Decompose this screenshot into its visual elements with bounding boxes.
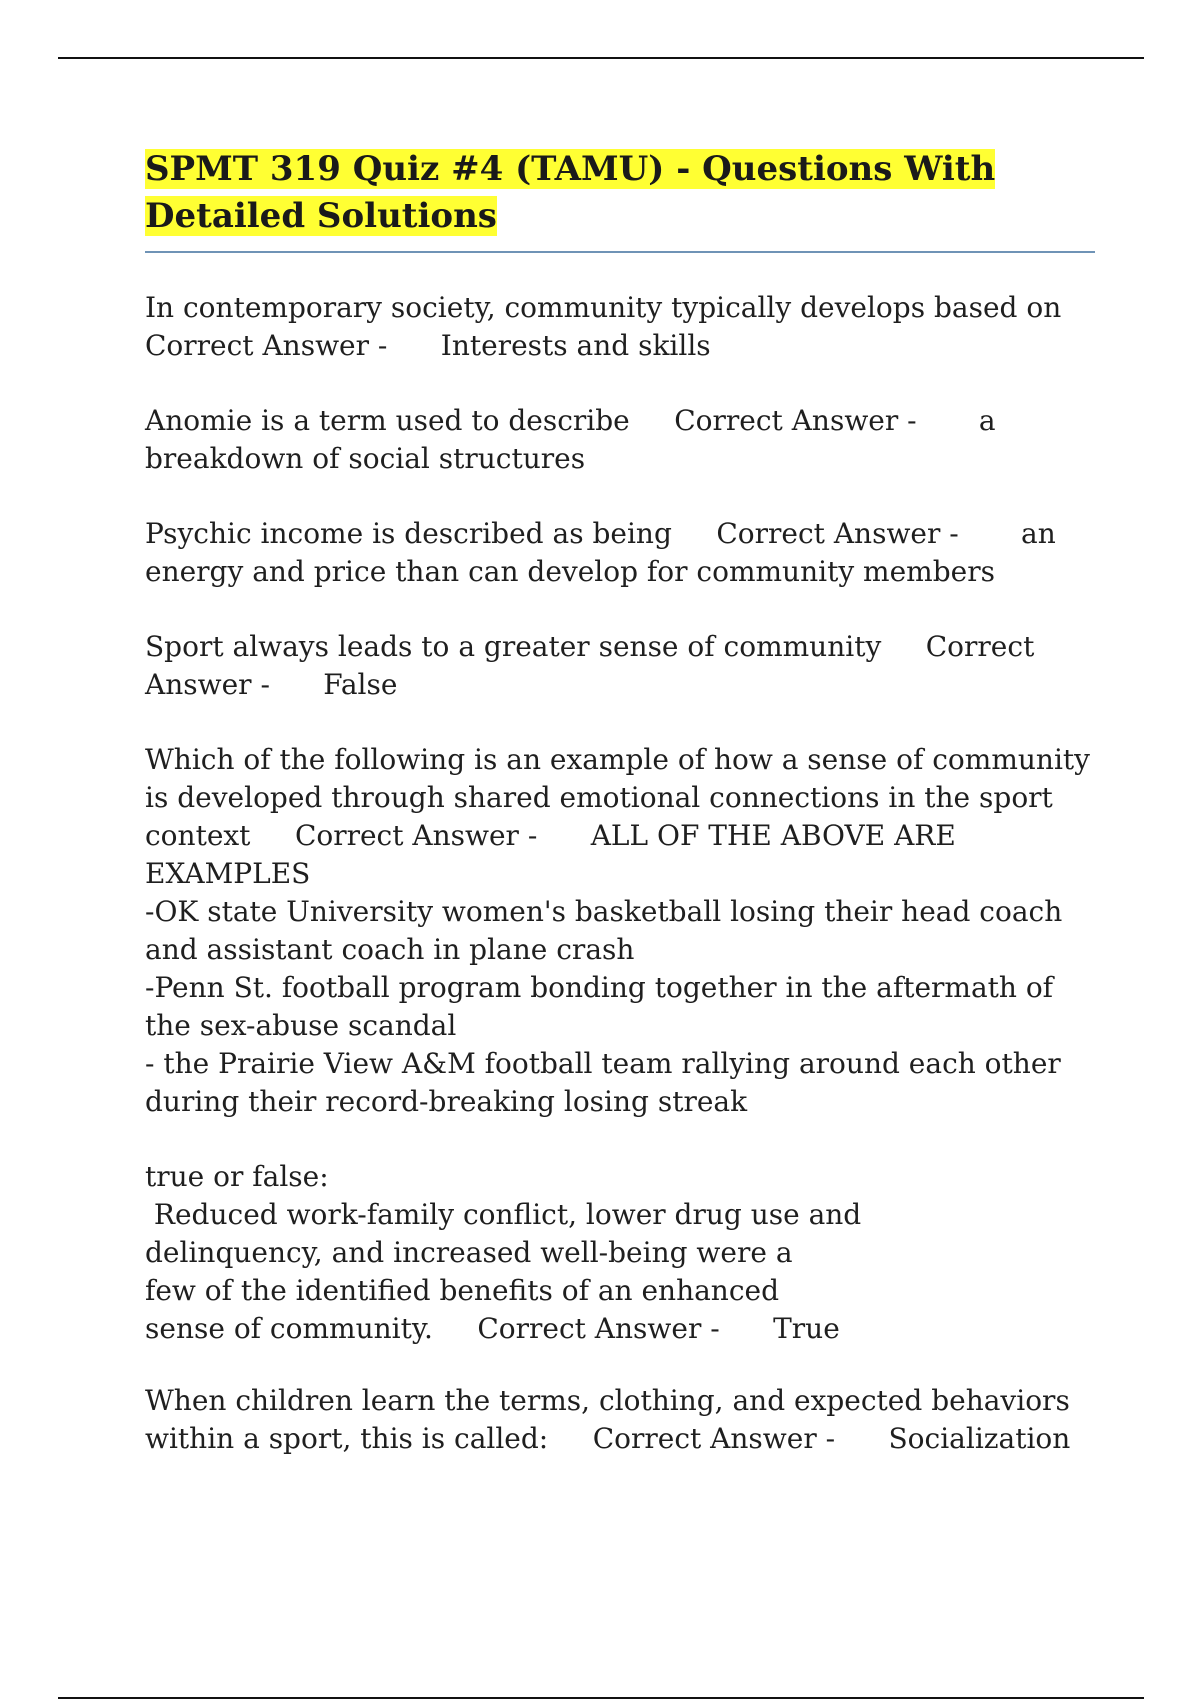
header-rule <box>58 57 1144 59</box>
question-item: Which of the following is an example of how a sense of community is developed through shared emotional connections in the sport context Correct Answer - ALL OF THE ABOVE ARE EXAMPLES -OK state University women's basketball losing their head coach and assistant coach in plane crash -Penn St. football program bonding together in the aftermath of the sex-abuse scandal - the Prairie View A&M football team rallying around each other during their record-breaking losing streak <box>145 743 1090 1118</box>
question-list <box>145 289 1095 1458</box>
title-underline <box>145 251 1095 253</box>
document-body <box>145 146 1095 1495</box>
document-title <box>145 146 1095 240</box>
question-item: Sport always leads to a greater sense of community Correct Answer - False <box>145 630 1044 701</box>
question-item: When children learn the terms, clothing, and expected behaviors within a sport, this is called: Correct Answer - Socialization <box>145 1384 1079 1455</box>
question-item: true or false: Reduced work-family conflict, lower drug use and delinquency, and increased well-being were a few of the identified benefits of an enhanced sense of community. Correct Answer - True <box>145 1160 862 1345</box>
question-item: Anomie is a term used to describe Correct Answer - a breakdown of social structures <box>145 404 1005 475</box>
question-item: In contemporary society, community typically develops based on Correct Answer - Interests and skills <box>145 291 1071 362</box>
question-item: Psychic income is described as being Correct Answer - an energy and price than can develop for community members <box>145 517 1065 588</box>
footer-rule <box>58 1697 1144 1699</box>
title-highlight: SPMT 319 Quiz #4 (TAMU) - Questions With Detailed Solutions <box>145 149 996 236</box>
